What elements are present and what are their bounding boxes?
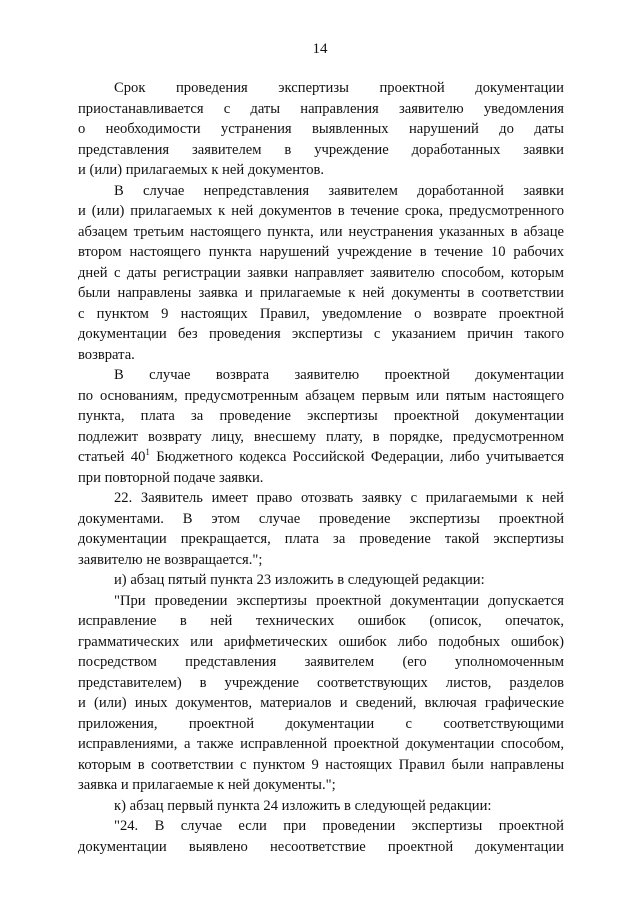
text-line: документации прекращается, плата за проведение такой экспертизы	[78, 531, 564, 547]
text-line: подлежит возврату лицу, внесшему плату, в порядке, предусмотренном	[78, 428, 564, 445]
text-fragment: Бюджетного кодекса Российской Федерации, либо учитывается	[149, 449, 564, 465]
text-line: абзацем третьим настоящего пункта, или неустранения указанных в абзаце	[78, 223, 564, 240]
footnote-superscript: 1	[145, 447, 150, 457]
text-line: втором настоящего пункта нарушений учреждение в течение 10 рабочих	[78, 244, 564, 260]
text-line: о необходимости устранения выявленных нарушений до даты	[78, 121, 564, 137]
text-line: с пунктом 9 настоящих Правил, уведомление о возврате проектной	[78, 305, 564, 322]
text-line: дней с даты регистрации заявки направляет заявителю способом, которым	[78, 264, 564, 281]
text-line-with-footnote	[78, 447, 564, 468]
text-line: которым в соответствии с пунктом 9 настоящих Правил были направлены	[78, 756, 564, 773]
text-line: 22. Заявитель имеет право отозвать заявку с прилагаемыми к ней	[114, 490, 564, 506]
text-line: заявка и прилагаемые к ней документы.";	[78, 777, 336, 793]
text-line: исправление в ней технических ошибок (описок, опечаток,	[78, 613, 564, 629]
text-line: были направлены заявка и прилагаемые к ней документы в соответствии	[78, 285, 564, 301]
text-line: "При проведении экспертизы проектной документации допускается	[114, 592, 564, 609]
paragraph-24-start	[78, 816, 564, 857]
text-line: к) абзац первый пункта 24 изложить в следующей редакции:	[114, 797, 492, 814]
paragraph-return-fee	[78, 365, 564, 488]
text-line: пункта, плата за проведение экспертизы проектной документации	[78, 408, 564, 424]
text-line: приложения, проектной документации с соответствующими	[78, 715, 564, 732]
text-line: возврата.	[78, 346, 135, 363]
text-line: представителем) в учреждение соответствующих листов, разделов	[78, 674, 564, 691]
text-line: В случае непредставления заявителем доработанной заявки	[114, 182, 564, 199]
page-number: 14	[312, 41, 328, 57]
paragraph-corrections	[78, 591, 564, 796]
text-line: В случае возврата заявителю проектной документации	[114, 367, 564, 383]
text-line: документации без проведения экспертизы с указанием причин такого	[78, 326, 564, 342]
text-line: исправлениями, а также исправленной проектной документации способом,	[78, 736, 564, 752]
text-line: представления заявителем в учреждение доработанных заявки	[78, 141, 564, 158]
text-line: и (или) иных документов, материалов и сведений, включая графические	[78, 695, 564, 711]
text-fragment: статьей 40	[78, 449, 146, 465]
paragraph-non-submission	[78, 181, 564, 366]
text-line: приостанавливается с даты направления заявителю уведомления	[78, 100, 564, 117]
text-line: документации выявлено несоответствие проектной документации	[78, 838, 564, 855]
paragraph-item-i	[78, 570, 564, 591]
paragraph-22-withdraw	[78, 488, 564, 570]
text-line: и (или) прилагаемых к ней документов.	[78, 162, 325, 178]
text-line: "24. В случае если при проведении экспертизы проектной	[114, 818, 564, 834]
text-line: документами. В этом случае проведение экспертизы проектной	[78, 510, 564, 527]
text-line: заявителю не возвращается.";	[78, 551, 263, 568]
document-body	[78, 78, 564, 857]
text-line: и (или) прилагаемых к ней документов в течение срока, предусмотренного	[78, 203, 564, 219]
paragraph-item-k	[78, 796, 564, 817]
text-line: и) абзац пятый пункта 23 изложить в следующей редакции:	[114, 572, 485, 588]
text-line: Срок проведения экспертизы проектной документации	[114, 80, 564, 96]
text-line: грамматических или арифметических ошибок либо подобных ошибок)	[78, 633, 564, 650]
text-line: посредством представления заявителем (его уполномоченным	[78, 654, 564, 670]
text-line: при повторной подаче заявки.	[78, 469, 264, 486]
text-line: по основаниям, предусмотренным абзацем первым или пятым настоящего	[78, 387, 564, 404]
paragraph-suspension-term	[78, 78, 564, 181]
